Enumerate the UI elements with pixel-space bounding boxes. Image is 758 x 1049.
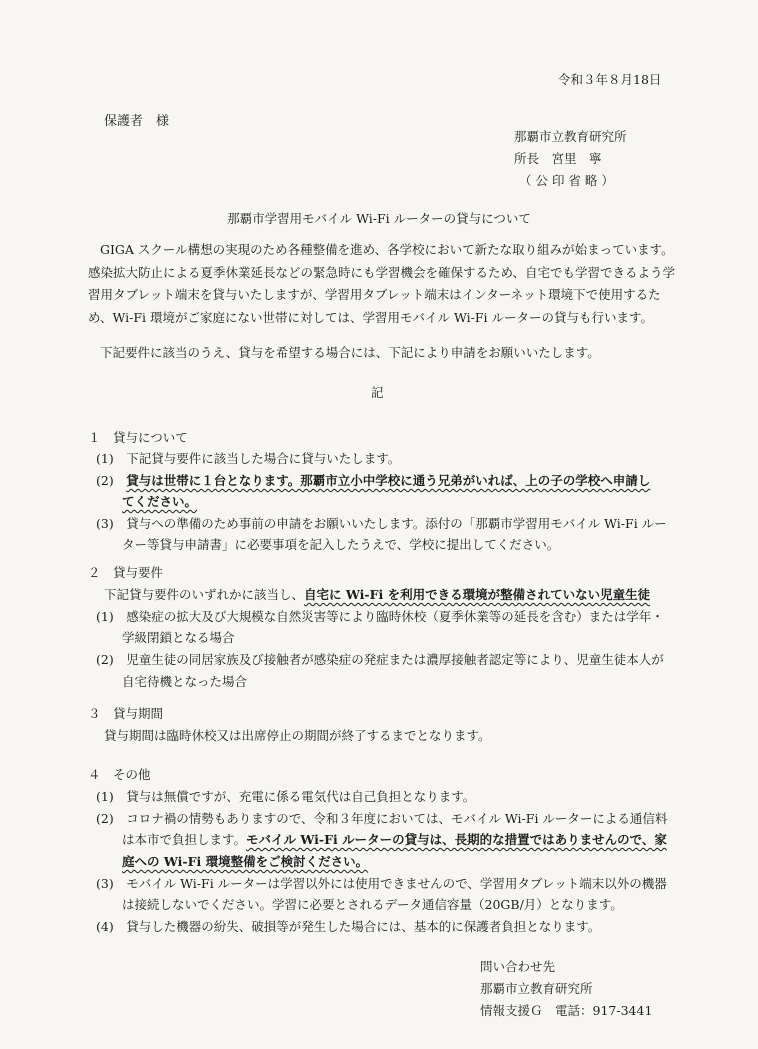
sender-name: 所長 宮里 寧 <box>514 151 602 166</box>
section-1-item-2 <box>96 471 650 489</box>
section-4-item-3-cont: は接続しないでください。学習に必要とされるデータ通信容量（20GB/月）となります。 <box>122 897 623 912</box>
document-title: 那覇市学習用モバイル Wi-Fi ルーターの貸与について <box>227 211 531 226</box>
request-paragraph: 下記要件に該当のうえ、貸与を希望する場合には、下記により申請をお願いいたします。 <box>100 345 600 360</box>
section-3-heading: ３ 貸与期間 <box>88 706 164 721</box>
ki-heading: 記 <box>371 385 384 400</box>
section-2-lead <box>104 585 650 603</box>
item-2-plain: は本市で負担します。 <box>122 832 247 847</box>
intro-paragraph: GIGA スクール構想の実現のため各種整備を進め、各学校において新たな取り組みが始まっています。感染拡大防止による夏季休業延長などの緊急時にも学習機会を確保するため、自宅でも学習できるよう学習用タブレット端末を貸与いたしますが、学習用タブレット端末はインターネット環境下で使用するため、Wi-Fi 環境がご家庭にない世帯に対しては、学習用モバイル Wi-Fi ルーターの貸与も行います。 <box>88 242 676 325</box>
section-2-heading: ２ 貸与要件 <box>88 565 164 580</box>
item-2-emphasis: 貸与は世帯に１台となります。那覇市立小中学校に通う兄弟がいれば、上の子の学校へ申請し <box>126 473 651 488</box>
section-4-heading: ４ その他 <box>88 767 151 782</box>
section-2-item-1: (1) 感染症の拡大及び大規模な自然災害等により臨時休校（夏季休業等の延長を含む）または学年・ <box>96 609 664 624</box>
sender-organization: 那覇市立教育研究所 <box>514 129 627 144</box>
seal-omitted-note: （ 公 印 省 略 ） <box>519 173 614 188</box>
section-1-item-3-cont: ター等貸与申請書」に必要事項を記入したうえで、学校に提出してください。 <box>122 537 560 552</box>
recipient: 保護者 様 <box>104 114 170 129</box>
contact-label: 問い合わせ先 <box>480 959 556 974</box>
section-1-item-3: (3) 貸与への準備のため事前の申請をお願いいたします。添付の「那覇市学習用モバイル Wi-Fi ルー <box>96 516 667 531</box>
section-4-item-1: (1) 貸与は無償ですが、充電に係る電気代は自己負担となります。 <box>96 789 476 804</box>
section-4-item-2-cont <box>122 830 667 848</box>
section-1-item-2-cont: てください。 <box>122 494 198 509</box>
section-2-item-1-cont: 学級閉鎖となる場合 <box>122 630 235 645</box>
item-2-emphasis: モバイル Wi-Fi ルーターの貸与は、長期的な措置ではありませんので、家 <box>246 832 667 847</box>
contact-organization: 那覇市立教育研究所 <box>480 981 593 996</box>
lead-emphasis: 自宅に Wi-Fi を利用できる環境が整備されていない児童生徒 <box>304 587 651 602</box>
section-3-body: 貸与期間は臨時休校又は出席停止の期間が終了するまでとなります。 <box>104 728 491 743</box>
section-4-item-3: (3) モバイル Wi-Fi ルーターは学習以外には使用できませんので、学習用タブレット端末以外の機器 <box>96 876 667 891</box>
contact-phone: 情報支援Ｇ 電話：917-3441 <box>480 1003 653 1018</box>
document-date: 令和３年８月18日 <box>558 72 662 87</box>
section-1-heading: １ 貸与について <box>88 430 188 445</box>
item-2-number: (2) <box>96 473 127 488</box>
section-4-item-2: (2) コロナ禍の情勢もありますので、令和３年度においては、モバイル Wi-Fi ルーターによる通信料 <box>96 811 668 826</box>
section-1-item-1: (1) 下記貸与要件に該当した場合に貸与いたします。 <box>96 451 401 466</box>
lead-text: 下記貸与要件のいずれかに該当し、 <box>104 587 305 602</box>
section-4-item-4: (4) 貸与した機器の紛失、破損等が発生した場合には、基本的に保護者負担となります。 <box>96 919 601 934</box>
section-2-item-2: (2) 児童生徒の同居家族及び接触者が感染症の発症または濃厚接触者認定等により、児童生徒本人が <box>96 652 664 667</box>
section-4-item-2-cont2: 庭への Wi-Fi 環境整備をご検討ください。 <box>122 854 369 869</box>
section-2-item-2-cont: 自宅待機となった場合 <box>122 674 248 689</box>
